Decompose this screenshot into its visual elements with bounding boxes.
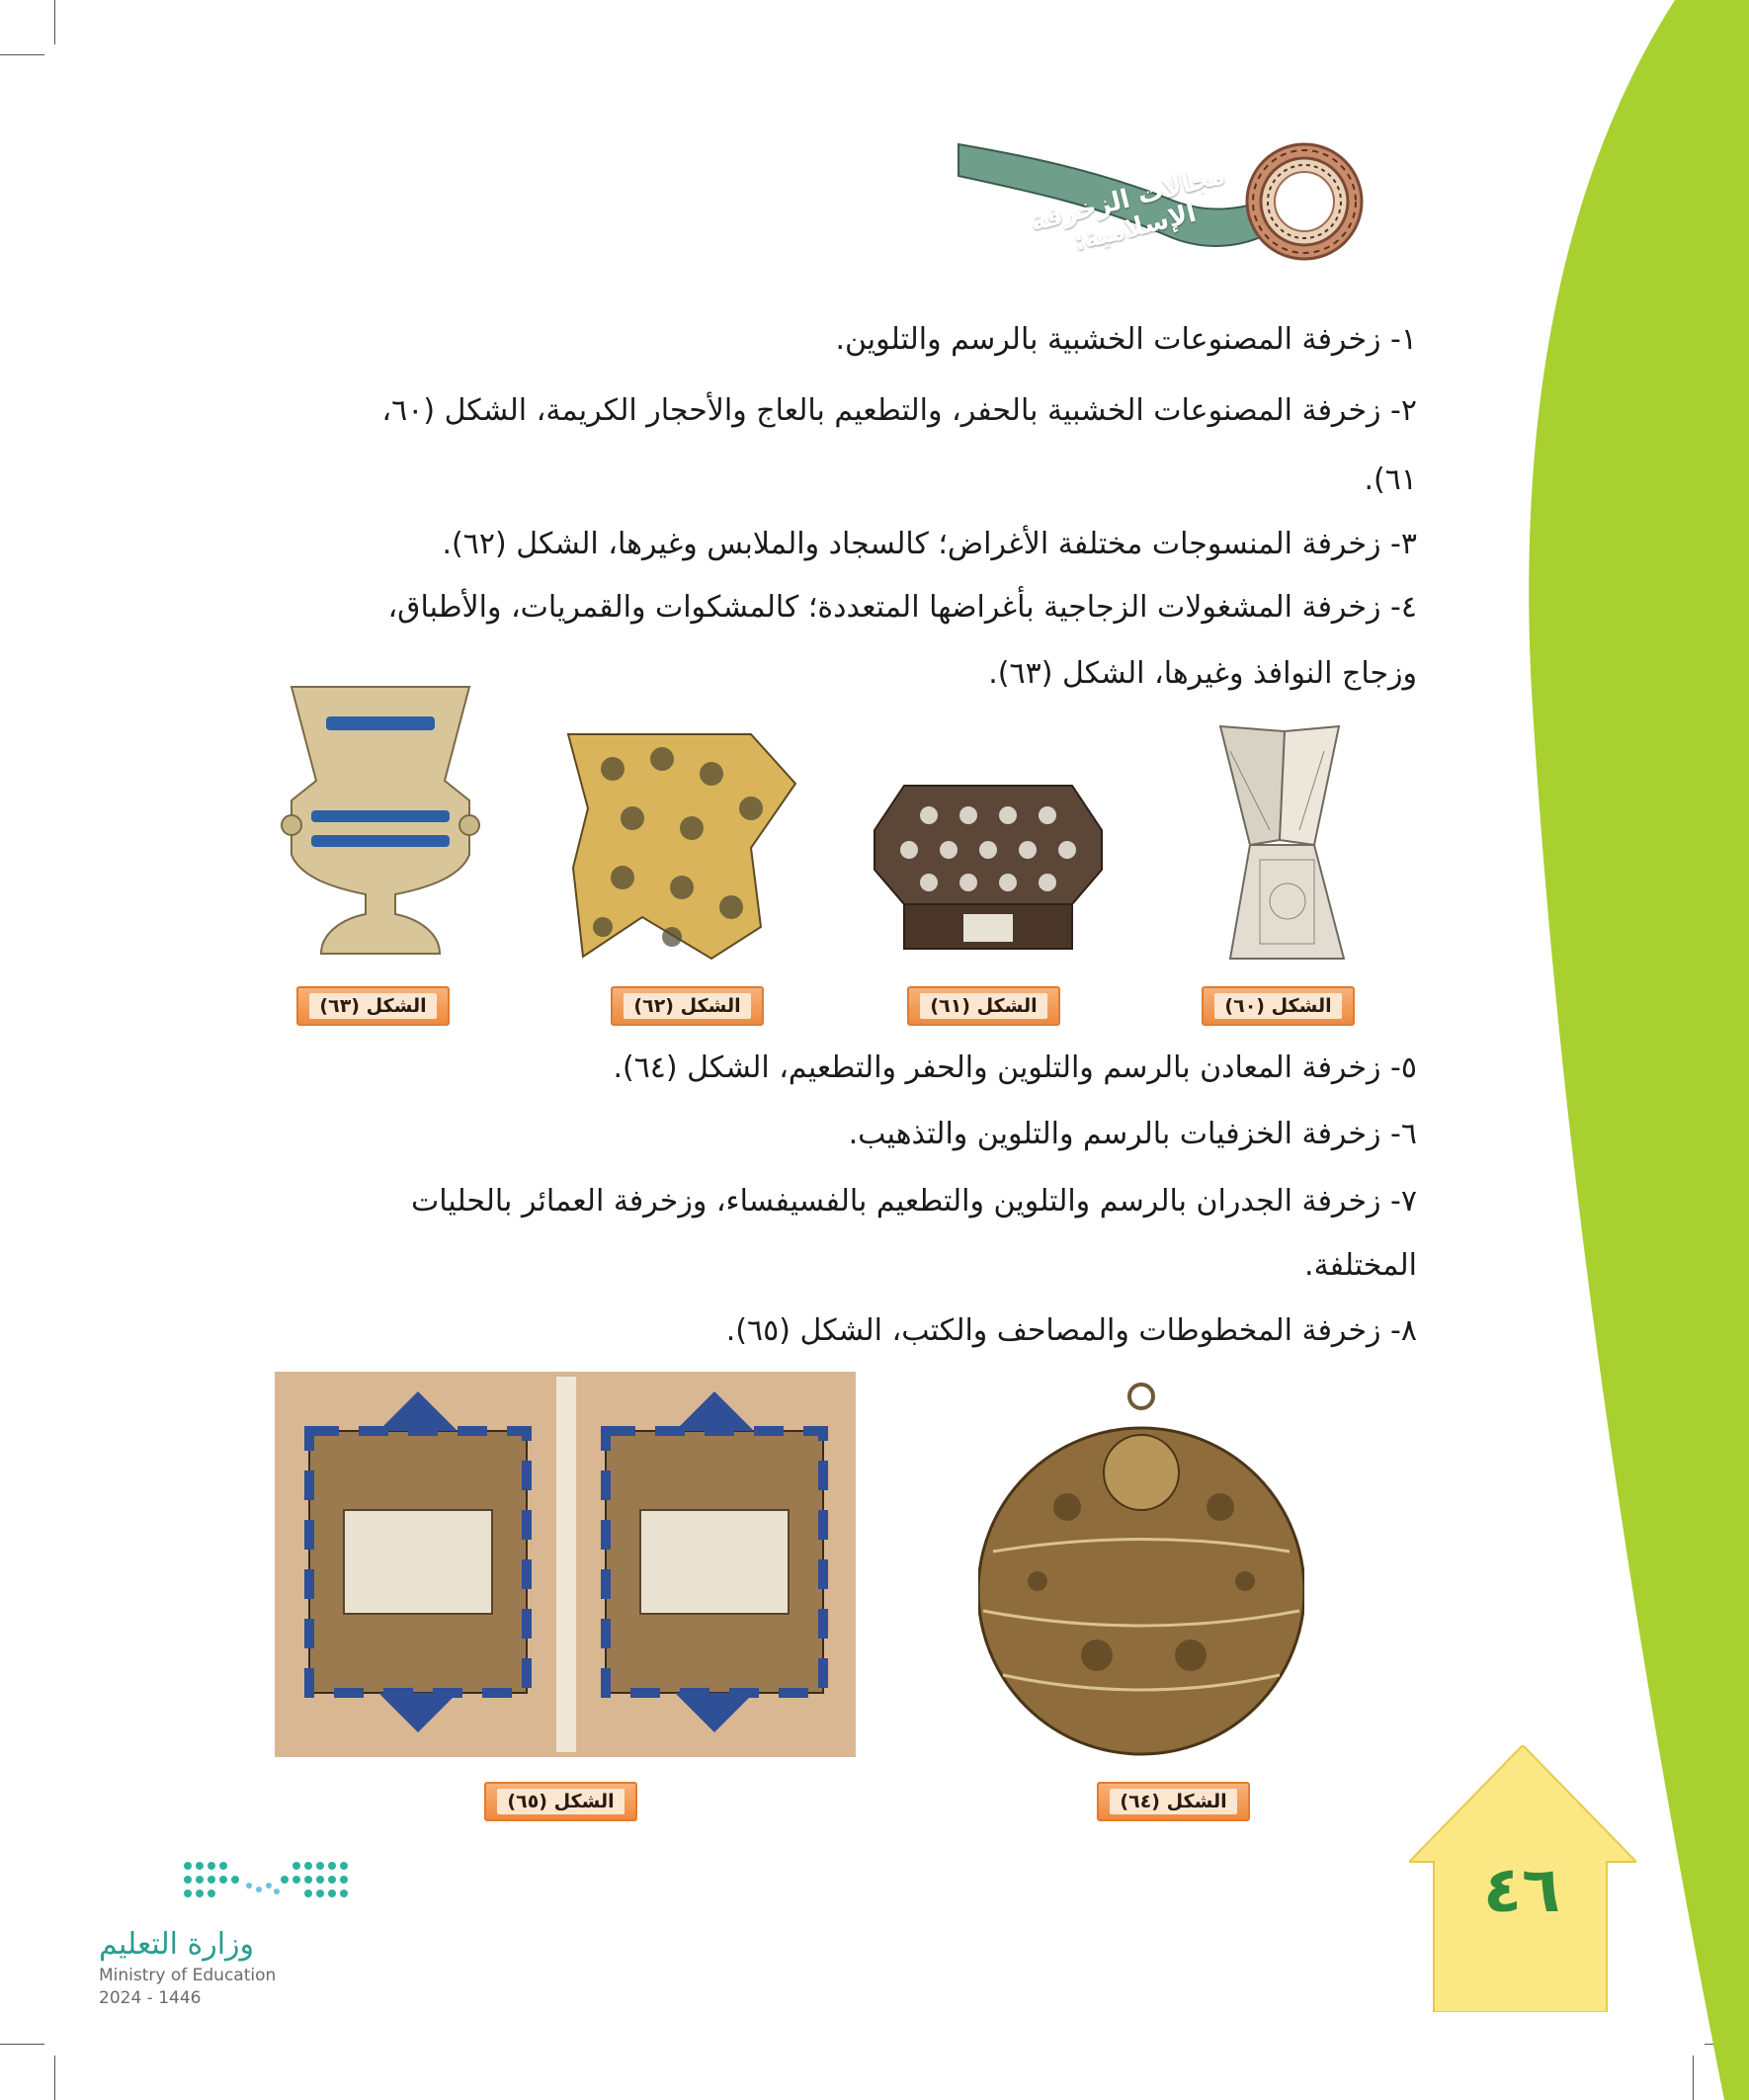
- crop-mark: [0, 54, 44, 55]
- crop-mark: [54, 0, 55, 44]
- figure-61-image: [870, 776, 1107, 954]
- ministry-logo-icon: [178, 1856, 356, 1907]
- figure-63-caption: الشكل (٦٣): [296, 986, 450, 1026]
- list-item-1: ١- زخرفة المصنوعات الخشبية بالرسم والتلوين.: [835, 322, 1417, 357]
- figure-62-image: [563, 729, 800, 962]
- list-item-5: ٥- زخرفة المعادن بالرسم والتلوين والحفر والتطعيم، الشكل (٦٤).: [613, 1050, 1417, 1085]
- list-item-7-cont: المختلفة.: [1304, 1248, 1417, 1283]
- ministry-name-arabic: وزارة التعليم: [99, 1927, 255, 1962]
- figure-63-image: [272, 682, 489, 959]
- figure-65-image: [275, 1372, 856, 1757]
- ministry-name-english: Ministry of Education: [99, 1966, 277, 1985]
- list-item-8: ٨- زخرفة المخطوطات والمصاحف والكتب، الشكل (٦٥).: [725, 1313, 1417, 1348]
- list-item-2-cont: ٦١).: [1364, 462, 1417, 497]
- figure-65-caption: الشكل (٦٥): [484, 1782, 637, 1821]
- crop-mark: [0, 2044, 44, 2045]
- figure-61-caption: الشكل (٦١): [907, 986, 1060, 1026]
- list-item-2: ٢- زخرفة المصنوعات الخشبية بالحفر، والتطعيم بالعاج والأحجار الكريمة، الشكل (٦٠،: [381, 393, 1417, 428]
- crop-mark: [54, 2056, 55, 2100]
- list-item-4: ٤- زخرفة المشغولات الزجاجية بأغراضها المتعددة؛ كالمشكوات والقمريات، والأطباق،: [387, 590, 1417, 625]
- figure-64-caption: الشكل (٦٤): [1097, 1782, 1250, 1821]
- figure-60-caption: الشكل (٦٠): [1202, 986, 1355, 1026]
- list-item-7: ٧- زخرفة الجدران بالرسم والتلوين والتطعيم بالفسيفساء، وزخرفة العمائر بالحليات: [411, 1184, 1417, 1218]
- edition-year: 2024 - 1446: [99, 1988, 202, 2008]
- list-item-4-cont: وزجاج النوافذ وغيرها، الشكل (٦٣).: [988, 656, 1417, 691]
- list-item-6: ٦- زخرفة الخزفيات بالرسم والتلوين والتذهيب.: [848, 1117, 1417, 1151]
- figure-62-caption: الشكل (٦٢): [611, 986, 764, 1026]
- figure-60-image: [1210, 721, 1354, 964]
- section-title: مجالات الزخرفة الإسلامية:: [1027, 160, 1228, 258]
- figure-64-image: [978, 1379, 1304, 1764]
- page-number: ٤٦: [1482, 1854, 1561, 1927]
- list-item-3: ٣- زخرفة المنسوجات مختلفة الأغراض؛ كالسجاد والملابس وغيرها، الشكل (٦٢).: [442, 527, 1417, 561]
